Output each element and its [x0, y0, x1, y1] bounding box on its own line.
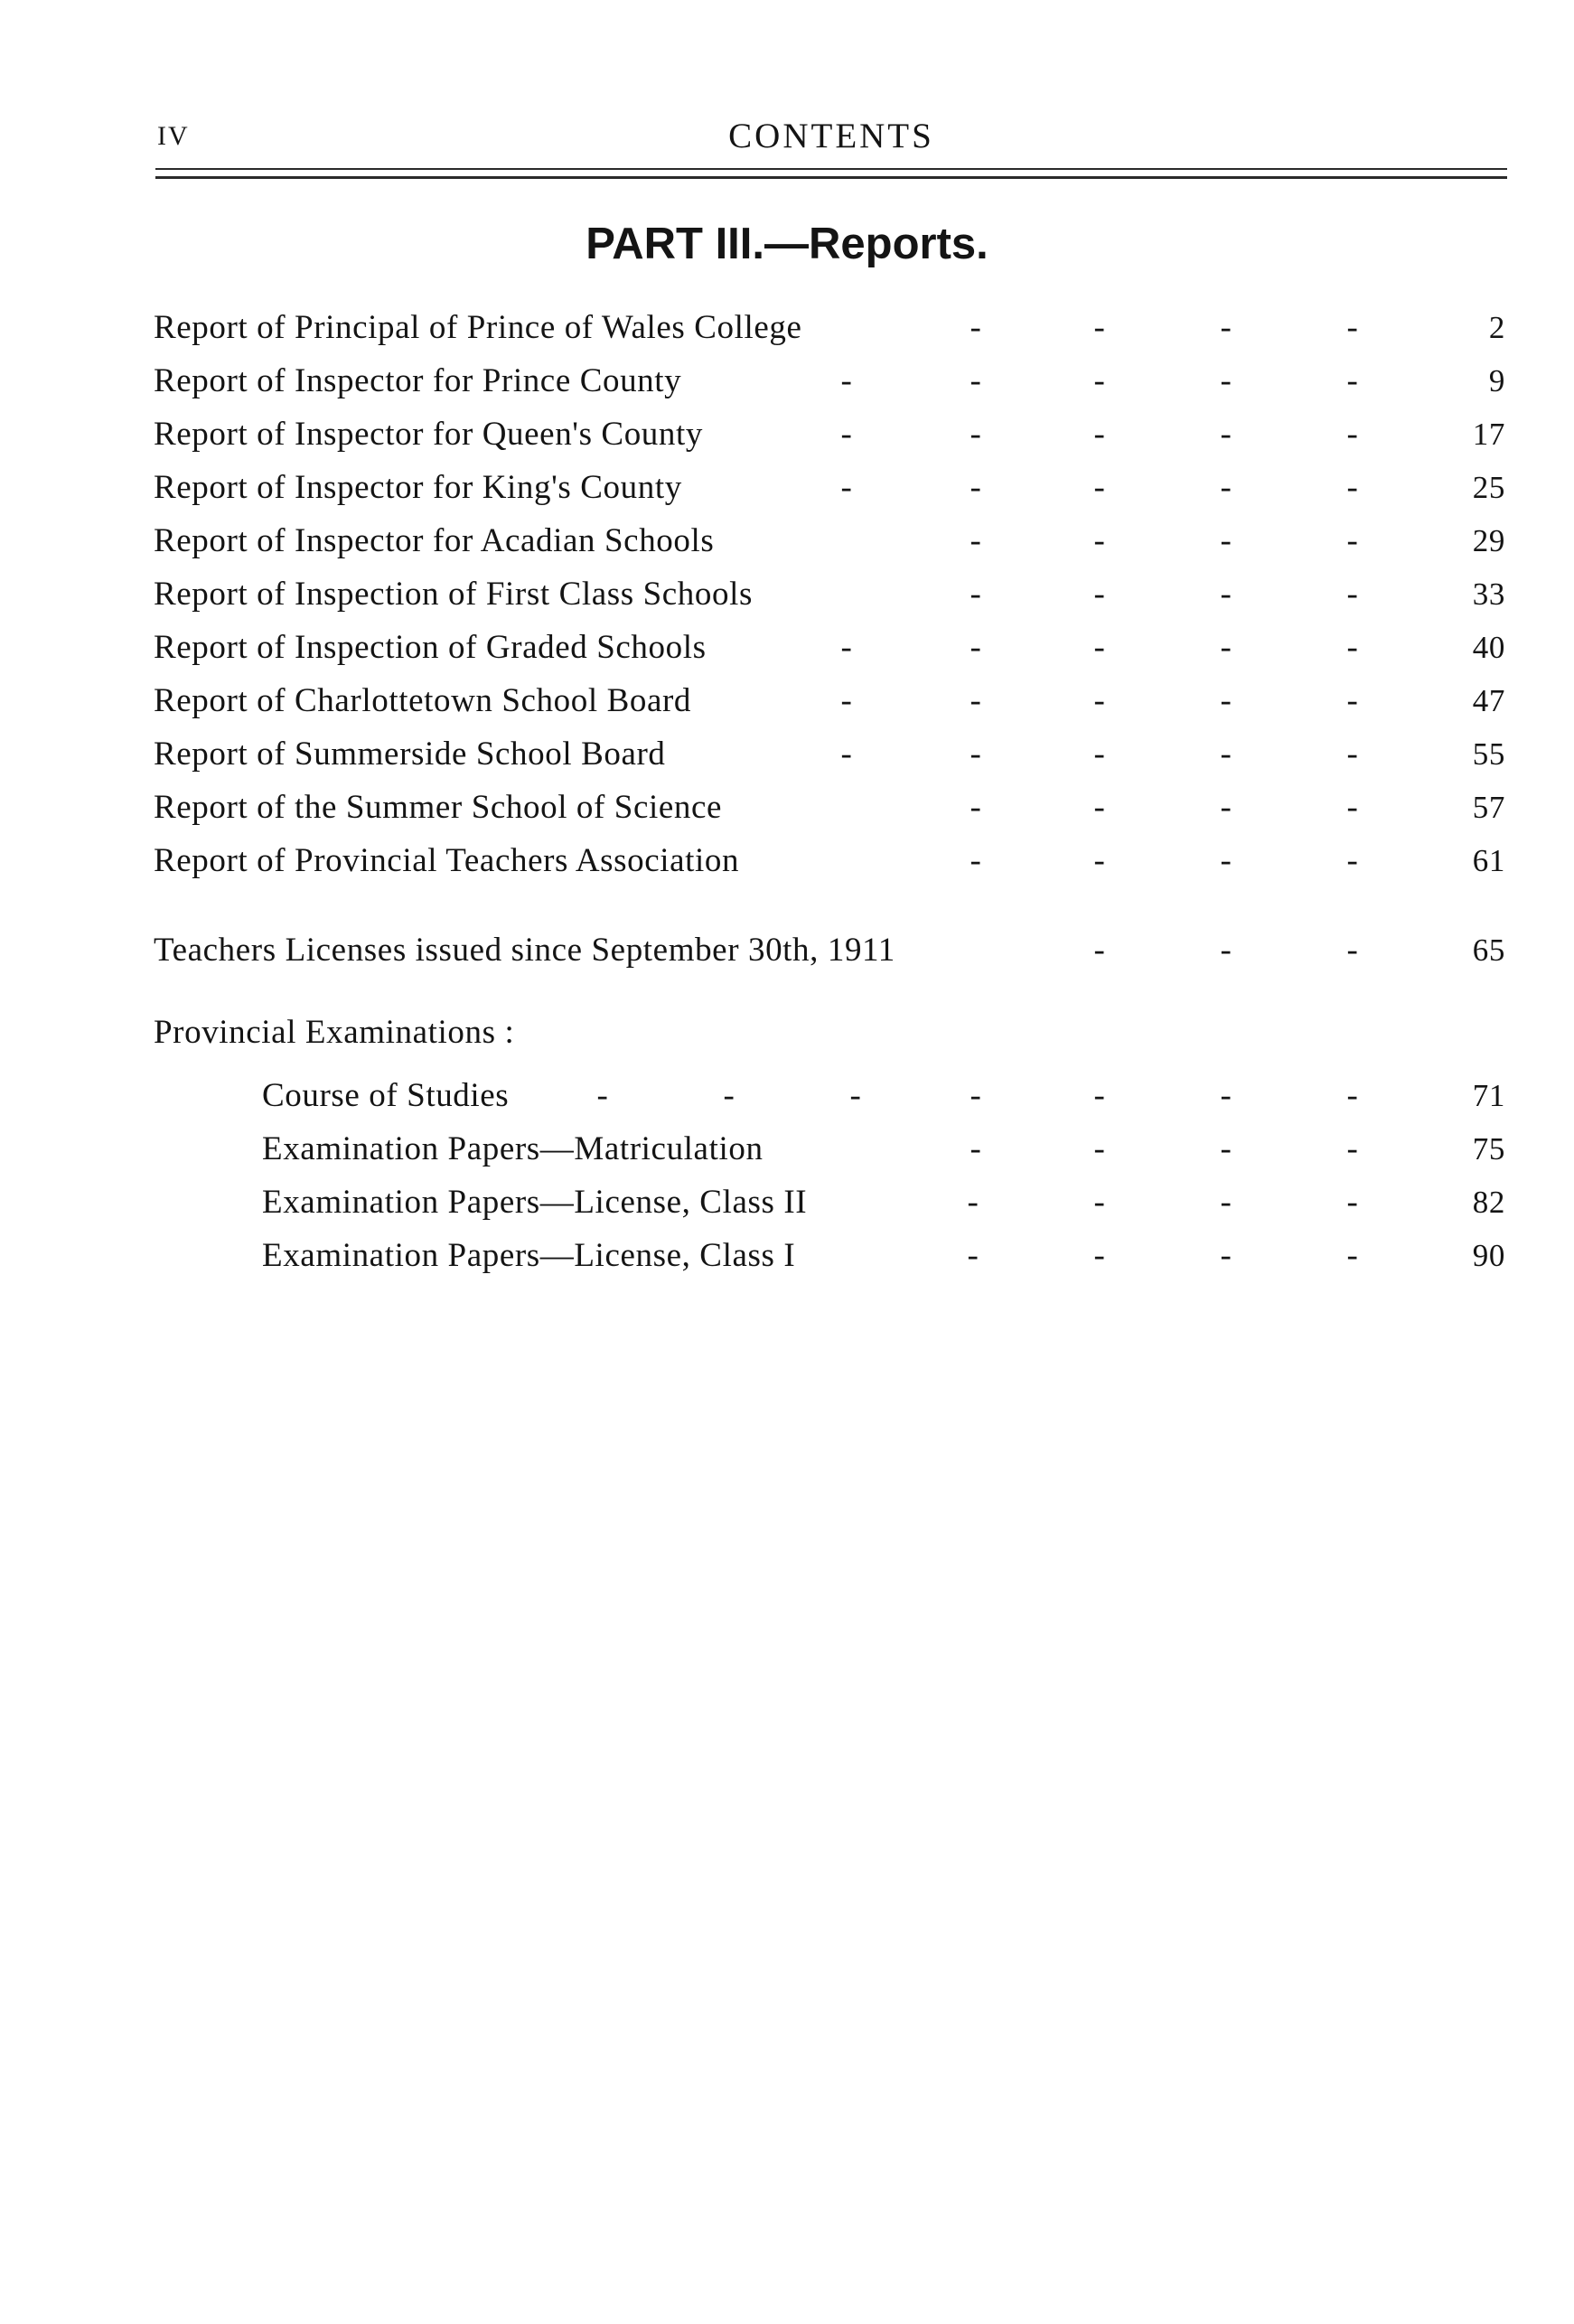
toc-entry-report-8: [154, 735, 1509, 788]
leader-dash: -: [1346, 629, 1359, 666]
toc-entry-report-7: [154, 681, 1509, 735]
toc-entry-page: 2: [1488, 310, 1505, 345]
part-heading: PART III.—Reports.: [586, 220, 988, 268]
running-head: [154, 108, 1509, 163]
leader-dash: -: [970, 682, 982, 719]
toc-entry-label: Examination Papers—License, Class I: [262, 1237, 796, 1274]
leader-dash: -: [970, 362, 982, 399]
toc-entry-label: Examination Papers—License, Class II: [262, 1184, 808, 1221]
toc-entry-page: 57: [1472, 790, 1505, 825]
leader-dash: -: [1220, 362, 1232, 399]
running-title: CONTENTS: [728, 117, 934, 155]
leader-dash: -: [1093, 1077, 1106, 1114]
leader-dash: -: [1346, 416, 1359, 453]
toc-entry-report-6: [154, 628, 1509, 681]
leader-dash: -: [1220, 469, 1232, 506]
leader-dash: -: [970, 842, 982, 879]
toc-entry-page: 90: [1472, 1238, 1505, 1273]
leader-dash: -: [840, 736, 853, 773]
leader-dash: -: [1346, 1077, 1359, 1114]
toc-entry-report-0: [154, 308, 1509, 361]
toc-entry-label: Examination Papers—Matriculation: [262, 1130, 764, 1167]
toc-entry-report-5: [154, 575, 1509, 628]
leader-dash: -: [967, 1184, 979, 1221]
toc-entry-page: 71: [1472, 1078, 1505, 1113]
leader-dash: -: [1093, 932, 1106, 969]
toc-entry-label: Report of Inspector for Prince County: [154, 362, 682, 399]
leader-dash: -: [970, 522, 982, 559]
toc-entry-report-3: [154, 468, 1509, 521]
toc-entry-label: Report of Summerside School Board: [154, 736, 666, 773]
section-spacer: [154, 895, 1509, 931]
toc-entry-page: 61: [1472, 843, 1505, 878]
leader-dash: -: [1220, 522, 1232, 559]
leader-dash: -: [840, 469, 853, 506]
leader-dash: -: [1346, 1130, 1359, 1167]
leader-dash: -: [967, 1237, 979, 1274]
toc-entry-label: Report of Inspection of First Class Schools: [154, 576, 753, 613]
leader-dash: -: [1220, 309, 1232, 346]
toc-entry-label: Report of Charlottetown School Board: [154, 682, 692, 719]
toc-entry-report-1: [154, 361, 1509, 415]
leader-dash: -: [1220, 1130, 1232, 1167]
leader-dash: -: [1093, 416, 1106, 453]
leader-dash: -: [1220, 629, 1232, 666]
leader-dash: -: [1093, 522, 1106, 559]
leader-dash: -: [1093, 1237, 1106, 1274]
toc-entry-page: 40: [1472, 630, 1505, 665]
toc-entry-page: 9: [1488, 363, 1505, 398]
toc-entry-label: Teachers Licenses issued since September 30th, 1911: [154, 932, 895, 969]
leader-dash: -: [1220, 576, 1232, 613]
leader-dash: -: [1346, 1237, 1359, 1274]
leader-dash: -: [1346, 362, 1359, 399]
toc-entry-page: 17: [1472, 417, 1505, 452]
leader-dash: -: [840, 362, 853, 399]
leader-dash: -: [970, 309, 982, 346]
toc-entry-exam-3: [154, 1236, 1509, 1289]
leader-dash: -: [840, 416, 853, 453]
leader-dash: -: [1220, 1184, 1232, 1221]
leader-dash: -: [1346, 842, 1359, 879]
leader-dash: -: [970, 576, 982, 613]
leader-dash: -: [970, 1130, 982, 1167]
toc-entry-licenses: [154, 931, 1509, 984]
leader-dash: -: [1346, 1184, 1359, 1221]
toc-entry-report-4: [154, 521, 1509, 575]
leader-dash: -: [840, 682, 853, 719]
leader-dash: -: [1093, 309, 1106, 346]
leader-dash: -: [1220, 789, 1232, 826]
leader-dash: -: [1346, 576, 1359, 613]
leader-dash: -: [1220, 736, 1232, 773]
toc-entry-page: 29: [1472, 523, 1505, 558]
section-spacer: [154, 984, 1509, 1013]
toc-entry-label: Report of Provincial Teachers Association: [154, 842, 740, 879]
leader-dash: -: [1346, 932, 1359, 969]
leader-dash: -: [970, 736, 982, 773]
toc-entry-page: 65: [1472, 932, 1505, 968]
toc-entry-page: 25: [1472, 470, 1505, 505]
leader-dash: -: [1093, 736, 1106, 773]
leader-dash: -: [970, 629, 982, 666]
toc-entry-exam-1: [154, 1129, 1509, 1183]
leader-dash: -: [1346, 522, 1359, 559]
leader-dash: -: [1093, 362, 1106, 399]
toc-entry-report-2: [154, 415, 1509, 468]
toc-entry-page: 33: [1472, 576, 1505, 612]
toc-entry-report-10: [154, 841, 1509, 895]
leader-dash: -: [596, 1077, 609, 1114]
leader-dash: -: [1346, 309, 1359, 346]
table-of-contents: [154, 308, 1509, 1289]
toc-entry-label: Course of Studies: [262, 1077, 510, 1114]
toc-entry-label: Report of Inspection of Graded Schools: [154, 629, 707, 666]
toc-entry-label: Report of Inspector for King's County: [154, 469, 682, 506]
toc-entry-label: Report of Inspector for Queen's County: [154, 416, 703, 453]
leader-dash: -: [970, 416, 982, 453]
leader-dash: -: [1093, 789, 1106, 826]
leader-dash: -: [970, 789, 982, 826]
leader-dash: -: [970, 469, 982, 506]
toc-entry-page: 75: [1472, 1131, 1505, 1167]
toc-entry-report-9: [154, 788, 1509, 841]
toc-entry-page: 82: [1472, 1185, 1505, 1220]
examinations-heading: Provincial Examinations :: [154, 1014, 515, 1051]
toc-entry-exam-2: [154, 1183, 1509, 1236]
leader-dash: -: [1093, 629, 1106, 666]
leader-dash: -: [849, 1077, 862, 1114]
leader-dash: -: [1220, 416, 1232, 453]
leader-dash: -: [1346, 789, 1359, 826]
leader-dash: -: [1220, 842, 1232, 879]
toc-entry-exam-0: [154, 1076, 1509, 1129]
leader-dash: -: [1220, 932, 1232, 969]
header-rule-thick: [155, 176, 1507, 179]
header-rule-thin: [155, 168, 1507, 170]
leader-dash: -: [1220, 1077, 1232, 1114]
toc-entry-label: Report of Principal of Prince of Wales College: [154, 309, 802, 346]
examinations-heading-row: [154, 1013, 1509, 1076]
leader-dash: -: [840, 629, 853, 666]
leader-dash: -: [1093, 1184, 1106, 1221]
toc-entry-page: 47: [1472, 683, 1505, 718]
leader-dash: -: [1346, 469, 1359, 506]
leader-dash: -: [1093, 1130, 1106, 1167]
leader-dash: -: [1093, 842, 1106, 879]
leader-dash: -: [1220, 682, 1232, 719]
leader-dash: -: [1220, 1237, 1232, 1274]
toc-entry-label: Report of the Summer School of Science: [154, 789, 723, 826]
leader-dash: -: [1093, 469, 1106, 506]
leader-dash: -: [723, 1077, 735, 1114]
leader-dash: -: [1346, 736, 1359, 773]
leader-dash: -: [970, 1077, 982, 1114]
toc-entry-page: 55: [1472, 736, 1505, 772]
leader-dash: -: [1093, 682, 1106, 719]
leader-dash: -: [1346, 682, 1359, 719]
leader-dash: -: [1093, 576, 1106, 613]
toc-entry-label: Report of Inspector for Acadian Schools: [154, 522, 715, 559]
page-number: IV: [157, 121, 190, 151]
